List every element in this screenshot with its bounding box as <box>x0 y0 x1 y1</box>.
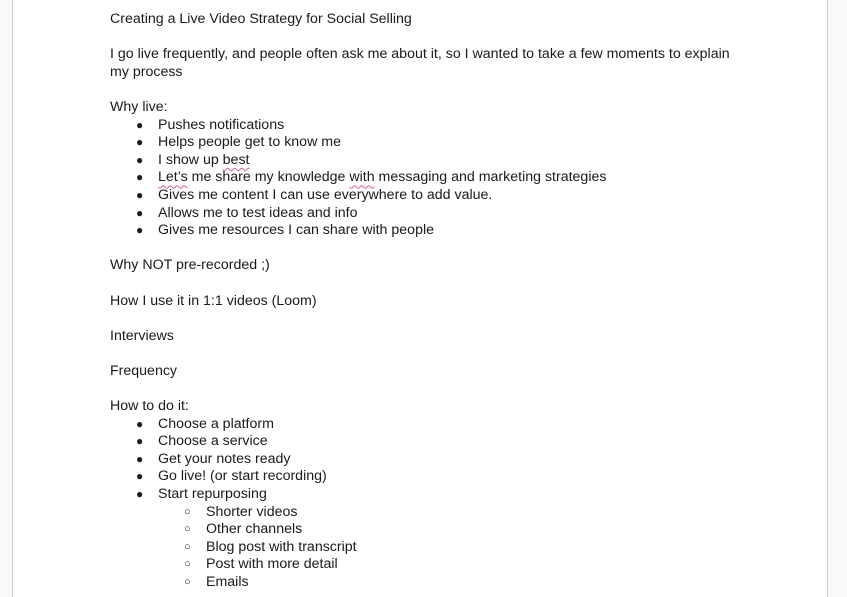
sub-list-item-text: Blog post with transcript <box>206 538 357 555</box>
list-item <box>110 152 730 170</box>
document-title: Creating a Live Video Strategy for Social Selling <box>110 11 412 27</box>
list-item-text: Go live! (or start recording) <box>158 468 327 485</box>
blank-line <box>110 29 730 47</box>
sub-list-item-text: Emails <box>206 574 249 590</box>
bullet-icon: ● <box>136 223 144 238</box>
list-item-text: Choose a service <box>158 433 268 450</box>
blank-line <box>110 275 730 293</box>
list-item <box>110 187 730 205</box>
list-item-text: Start repurposing <box>158 486 267 503</box>
bullet-icon: ● <box>136 434 144 449</box>
list-item-text: messaging and marketing strategies <box>374 169 607 186</box>
hollow-bullet-icon: ○ <box>184 576 191 588</box>
bullet-icon: ● <box>136 170 144 185</box>
list-item <box>110 486 730 504</box>
list-item <box>110 134 730 152</box>
why-live-list <box>110 117 730 240</box>
why-live-heading: Why live: <box>110 98 168 115</box>
sub-list-item <box>110 574 730 592</box>
bullet-icon: ● <box>136 117 144 132</box>
list-item-text: Choose a platform <box>158 415 274 432</box>
sub-list-item <box>110 504 730 522</box>
spellcheck-flagged-word[interactable]: with <box>349 169 375 186</box>
list-item <box>110 451 730 469</box>
how-to-list <box>110 416 730 504</box>
list-item-text: Gives me content I can use everywhere to add value. <box>158 186 493 203</box>
hollow-bullet-icon: ○ <box>184 523 191 536</box>
how-to-heading: How to do it: <box>110 398 189 415</box>
why-not-heading: Why NOT pre-recorded ;) <box>110 257 270 274</box>
list-item-text: me share my knowledge <box>187 169 350 186</box>
list-item <box>110 117 730 135</box>
list-item <box>110 205 730 223</box>
list-item-text: Allows me to test ideas and info <box>158 204 358 221</box>
document-page[interactable] <box>12 0 828 597</box>
list-item <box>110 222 730 240</box>
bullet-icon: ● <box>136 135 144 150</box>
list-item <box>110 416 730 434</box>
how-use-heading: How I use it in 1:1 videos (Loom) <box>110 292 317 309</box>
list-item <box>110 468 730 486</box>
intro-paragraph: I go live frequently, and people often ask me about it, so I wanted to take a few moments to explain my process <box>110 46 730 80</box>
list-item <box>110 433 730 451</box>
bullet-icon: ● <box>136 416 144 431</box>
blank-line <box>110 81 730 99</box>
blank-line <box>110 345 730 363</box>
interviews-heading: Interviews <box>110 327 174 344</box>
bullet-icon: ● <box>136 205 144 220</box>
bullet-icon: ● <box>136 152 144 167</box>
spellcheck-flagged-word[interactable]: best <box>222 151 250 168</box>
blank-line <box>110 310 730 328</box>
list-item-text: Gives me resources I can share with people <box>158 222 434 239</box>
sub-list-item-text: Post with more detail <box>206 556 338 573</box>
hollow-bullet-icon: ○ <box>184 505 191 518</box>
bullet-icon: ● <box>136 187 144 202</box>
blank-line <box>110 240 730 258</box>
list-item-text: Pushes notifications <box>158 116 285 133</box>
list-item-text: Get your notes ready <box>158 450 291 467</box>
bullet-icon: ● <box>136 469 144 484</box>
list-item-text: I show up <box>158 151 223 168</box>
blank-line <box>110 380 730 398</box>
sub-list-item-text: Shorter videos <box>206 503 298 520</box>
sub-list-item <box>110 556 730 574</box>
document-body[interactable] <box>110 11 730 592</box>
sub-list-item-text: Other channels <box>206 521 303 538</box>
repurposing-sublist <box>110 504 730 592</box>
bullet-icon: ● <box>136 487 144 502</box>
list-item <box>110 169 730 187</box>
spellcheck-flagged-word[interactable]: Let’s <box>158 169 188 186</box>
bullet-icon: ● <box>136 451 144 466</box>
hollow-bullet-icon: ○ <box>184 540 191 553</box>
sub-list-item <box>110 539 730 557</box>
hollow-bullet-icon: ○ <box>184 558 191 571</box>
list-item-text: Helps people get to know me <box>158 134 341 151</box>
sub-list-item <box>110 521 730 539</box>
frequency-heading: Frequency <box>110 362 178 379</box>
